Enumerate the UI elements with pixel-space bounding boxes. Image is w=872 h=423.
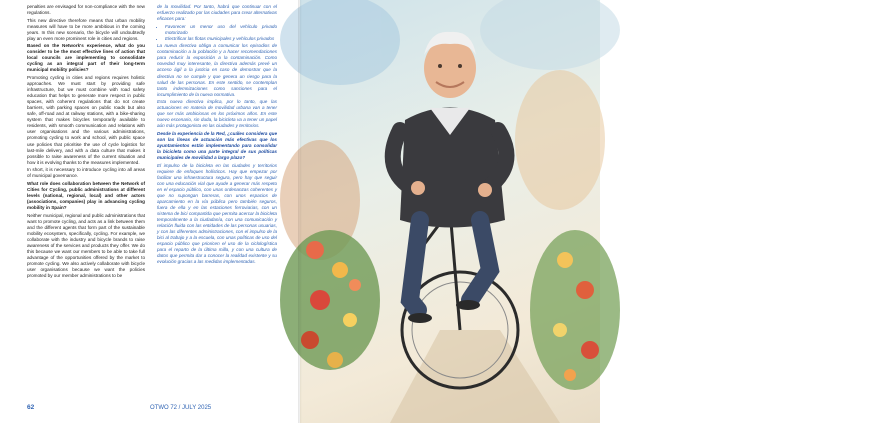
cyclist-illustration (300, 0, 600, 423)
list-item: • Favorecer un menor uso del vehículo privado motorizado (165, 24, 277, 36)
page-gutter (298, 0, 302, 423)
body-paragraph: La nueva directiva obliga a comunicar los episodios de contaminación a la población y a hacer recomendaciones para reducir la exposición a la contaminación. Como novedad muy interesante, la directiva además prevé un acceso ágil a la justicia en caso de demostrar que la directiva no se cumple y que genera un riesgo para la salud de las personas. En este sentido, se contemplan tanto indemnizaciones como sanciones para el incumplimiento de la nueva normativa. (157, 43, 277, 97)
interview-question: Desde la experiencia de la Red, ¿cuáles considera que son las líneas de actuación más efectivas que los ayuntamientos están implementando para consolidar la bicicleta como una parte integral de sus políticas municipales de movilidad a largo plazo? (157, 130, 277, 161)
magazine-footer-left: OTWO 72 / JULY 2025 (150, 405, 212, 411)
body-paragraph: Neither municipal, regional and public administrations that want to promote cycling, and acts as a link between them and the different agents that form part of the sustainable mobility ecosystem, specifically, cycling. For example, we collaborate with the industry and bicycle brands to raise awareness of the services and products they offer. We do this because we want our members to be able to take full advantage of the opportunities offered by the market to promote cycling. We also actively collaborate with bicycle user organisations because we want the policies promoted by our member administrations to be (27, 212, 145, 279)
body-paragraph: This new directive therefore means that urban mobility measures will have to be more ambitious in the coming years. In this new scenario, the bicycle will undoubtedly play an even more prominent role in cities and regions. (27, 17, 145, 41)
body-paragraph: Promoting cycling in cities and regions requires holistic approaches. We must start by providing safe infrastructure, but we must combine with road safety education that helps to generate more respect in public spaces, with coherent regulations that do not create barriers, with parking spaces on public roads but also safe, off-road and at railway stations, with a bike-sharing system that makes bicycles temporarily available to residents, with smooth communication and relations with user organisations and the various administrations, promoting cycling to work and school, with public space use policies that prioritise the use of cycle logistics for last-mile delivery, and with a data culture that makes it possible to raise awareness of the current situation and how it is evolving thanks to the measures implemented. (27, 75, 145, 165)
page-number-left: 62 (27, 404, 35, 411)
page-number-right: 63 (865, 404, 872, 411)
body-paragraph: In short, it is necessary to introduce cycling into all areas of municipal governance. (27, 167, 145, 179)
interview-question: What role does collaboration between the Network of Cities for Cycling, public administrations at different levels (national, regional, local) and other actors (associations, companies) play in advancing cycling mobility in Spain? (27, 180, 145, 210)
magazine-footer-right: OTWO 72 / JULY 2025 (628, 387, 647, 411)
spanish-text-column (157, 4, 277, 399)
english-text-column (27, 4, 145, 399)
body-paragraph: penalties are envisaged for non-compliance with the new regulations. (27, 4, 145, 16)
bullet-list (157, 24, 277, 42)
interview-question: Based on the Network's experience, what do you consider to be the most effective lines of action that local councils are implementing to consolidate cycling as an integral part of their long-term municipal mobility policies? (27, 43, 145, 73)
body-paragraph: de la movilidad. Por tanto, habrá que continuar con el esfuerzo realizado por las ciudades para crear alternativas eficaces para: (157, 4, 277, 22)
flowers-left-icon (280, 230, 380, 370)
body-paragraph: Esta nueva directiva implica, por lo tanto, que las actuaciones en materia de movilidad urbana van a tener que ser más ambiciosas en los próximos años. En este nuevo escenario, sin duda, la bicicleta va a tener un papel aún más protagonista en las ciudades y territorios. (157, 99, 277, 129)
flowers-right-icon (530, 230, 620, 390)
right-page-illustration (300, 0, 872, 423)
body-paragraph: El impulso de la bicicleta en las ciudades y territorios requiere de enfoques holísticos. Hay que empezar por facilitar una infraestructura segura, pero hay que seguir con una educación vial que ayude a generar más respeto en el espacio público, con unas ordenanzas coherentes y que no supongan barreras, con unos espacios de aparcamiento en la vía pública pero también seguros, fuera de ella y en las estaciones ferroviarias, con un sistema de bici compartida que permita acercar la bicicleta temporalmente a la ciudadanía, con una comunicación y relación fluida con las entidades de las personas usuarias, y con las diferentes administraciones, con el impulso de la bici al trabajo y a la escuela, con unas políticas de uso del espacio público que prioricen el uso de la ciclologística para el reparto de la última milla, y con una cultura de datos que permita dar a conocer la realidad existente y su evolución gracias a las medidas implementadas. (157, 162, 277, 265)
left-page (0, 0, 300, 423)
rider-icon (393, 32, 507, 323)
list-item: • Electrificar las flotas municipales y vehículos privados (165, 36, 277, 42)
